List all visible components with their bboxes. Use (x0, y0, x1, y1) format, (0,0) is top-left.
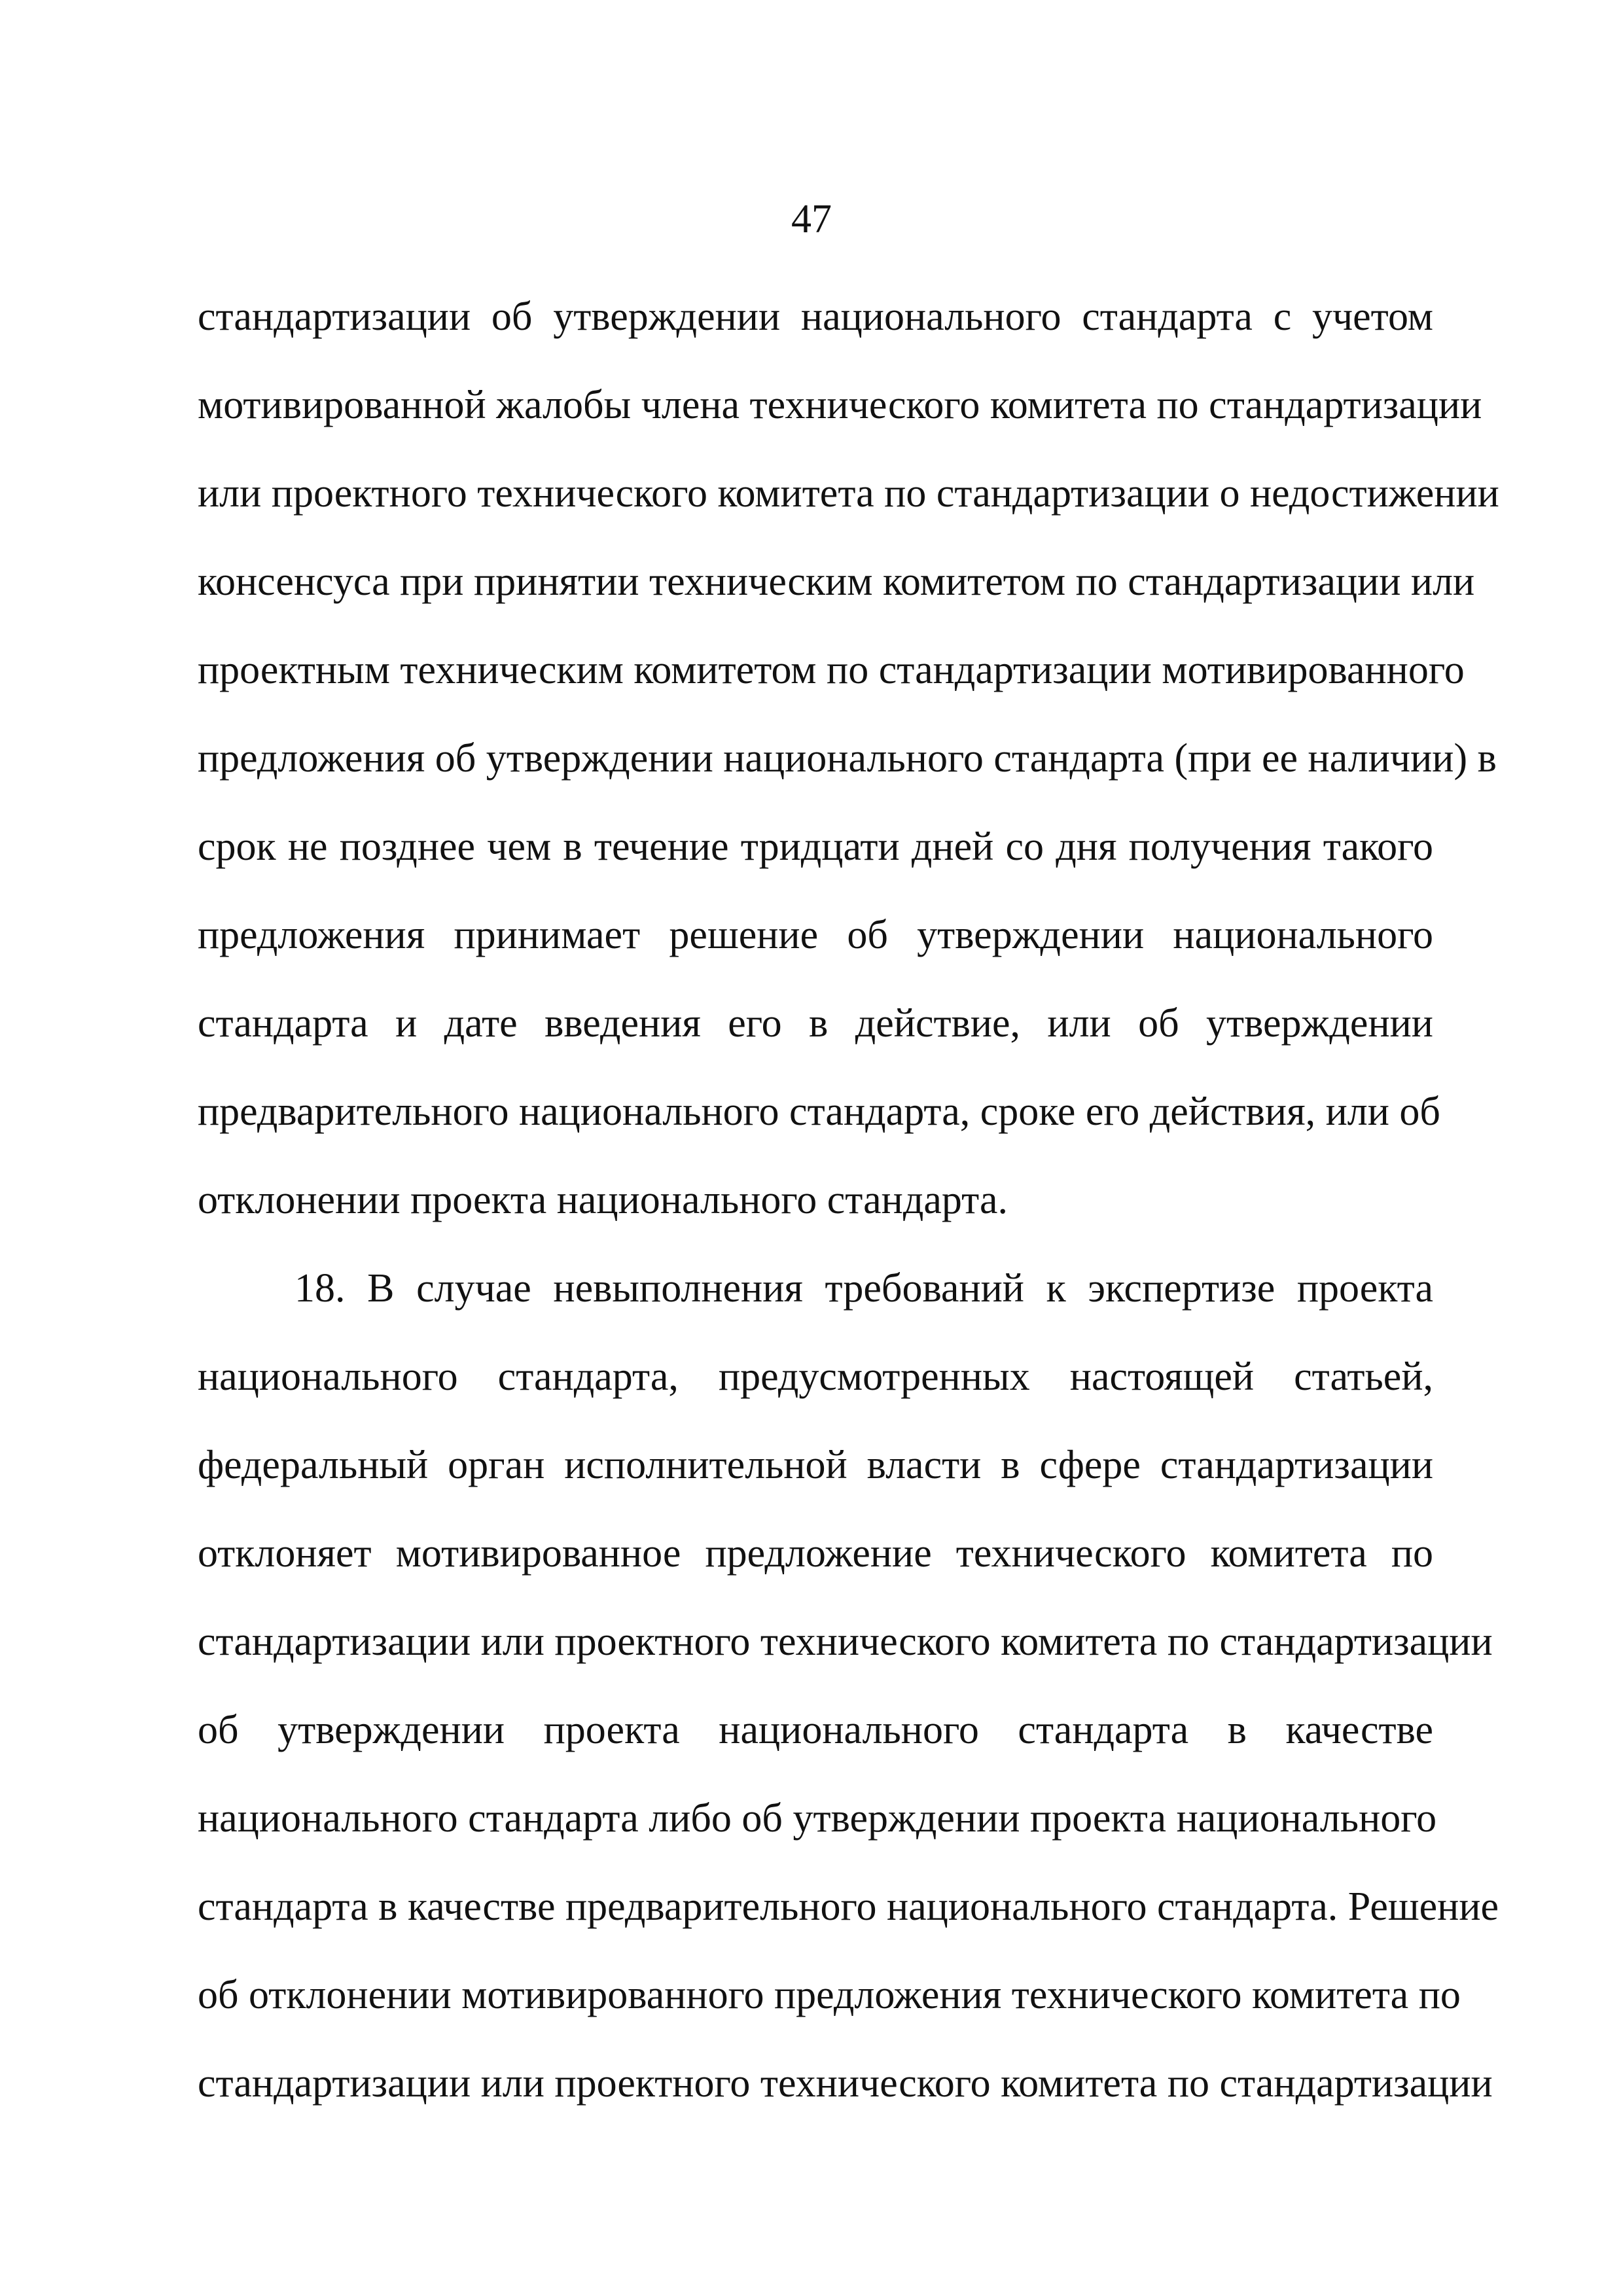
text-line: предварительного национального стандарта, сроке его действия, или об (198, 1089, 1440, 1134)
text-line: предложения об утверждении национального стандарта (при ее наличии) в (198, 736, 1497, 781)
text-line: стандарта в качестве предварительного национального стандарта. Решение (198, 1884, 1499, 1929)
text-line: консенсуса при принятии техническим комитетом по стандартизации или (198, 559, 1475, 604)
text-line: стандартизации или проектного технического комитета по стандартизации (198, 2061, 1493, 2106)
document-body (198, 291, 1499, 2146)
text-line: отклоняет мотивированное предложение технического комитета по (198, 1531, 1433, 1576)
text-line: срок не позднее чем в течение тридцати дней со дня получения такого (198, 824, 1433, 869)
text-line: федеральный орган исполнительной власти в сфере стандартизации (198, 1443, 1433, 1487)
paragraph-1 (198, 291, 1499, 1262)
text-line: стандартизации об утверждении национального стандарта с учетом (198, 294, 1433, 339)
text-line: национального стандарта либо об утверждении проекта национального (198, 1796, 1437, 1841)
text-line: проектным техническим комитетом по стандартизации мотивированного (198, 648, 1465, 692)
page-number: 47 (791, 197, 832, 241)
text-line: стандартизации или проектного технического комитета по стандартизации (198, 1619, 1493, 1664)
text-line: или проектного технического комитета по стандартизации о недостижении (198, 471, 1499, 516)
text-line: национального стандарта, предусмотренных настоящей статьей, (198, 1354, 1433, 1399)
text-line: 18. В случае невыполнения требований к экспертизе проекта (294, 1266, 1433, 1311)
text-line: предложения принимает решение об утверждении национального (198, 913, 1433, 957)
text-line: отклонении проекта национального стандарта. (198, 1178, 1008, 1222)
text-line: стандарта и дате введения его в действие, или об утверждении (198, 1001, 1433, 1046)
text-line: об утверждении проекта национального стандарта в качестве (198, 1708, 1433, 1752)
text-line: об отклонении мотивированного предложения технического комитета по (198, 1973, 1461, 2017)
paragraph-2 (198, 1262, 1499, 2146)
text-line: мотивированной жалобы члена технического комитета по стандартизации (198, 383, 1482, 427)
